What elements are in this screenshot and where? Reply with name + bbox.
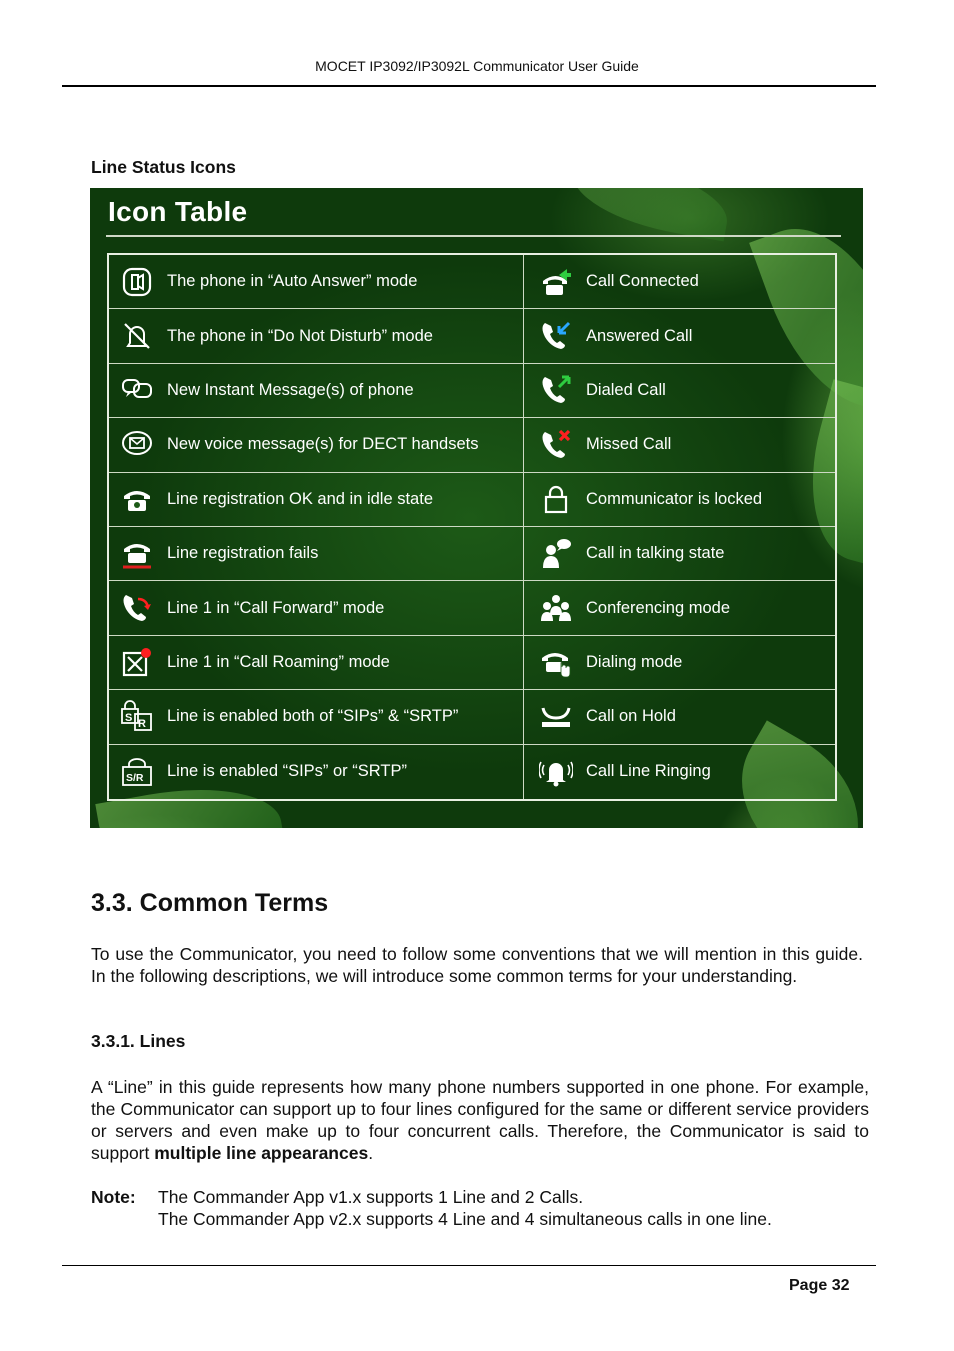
svg-text:R: R <box>138 717 146 730</box>
voice-message-icon <box>119 427 155 463</box>
lines-text-bold: multiple line appearances <box>154 1143 369 1163</box>
icon-table-cell <box>109 636 524 690</box>
icon-table-label: Conferencing mode <box>586 598 731 617</box>
registration-ok-icon <box>119 481 155 517</box>
icon-table-label: New voice message(s) for DECT handsets <box>167 435 479 454</box>
icon-table-cell <box>524 581 835 635</box>
ringing-icon <box>538 754 574 790</box>
icon-table-cell <box>109 581 524 635</box>
icon-table-cell <box>109 418 524 472</box>
icon-table-label: The phone in “Auto Answer” mode <box>167 272 418 291</box>
call-connected-icon <box>538 264 574 300</box>
dialing-icon <box>538 644 574 680</box>
icon-table-cell <box>524 745 835 799</box>
icon-table-cell <box>524 636 835 690</box>
icon-table-title-rule <box>106 235 841 237</box>
icon-table-grid <box>107 253 837 801</box>
icon-table-cell <box>524 364 835 418</box>
icon-table-cell <box>109 527 524 581</box>
sips-or-srtp-icon <box>119 754 155 790</box>
missed-call-icon <box>538 427 574 463</box>
icon-table-cell <box>109 690 524 744</box>
footer-rule <box>62 1265 876 1266</box>
lock-icon <box>538 481 574 517</box>
icon-table-cell <box>109 309 524 363</box>
icon-table-label: Line is enabled “SIPs” or “SRTP” <box>167 762 407 781</box>
lines-text: A “Line” in this guide represents how many phone numbers supported in one phone. For example, the Communicator can support up to four lines configured for the same or different service providers or servers and even make up to four concurrent calls. Therefore, the Communicator is said to support <box>91 1077 869 1163</box>
icon-table-label: Answered Call <box>586 326 693 345</box>
icon-table-cell <box>524 527 835 581</box>
icon-table-label: Call Connected <box>586 272 699 291</box>
icon-table-label: Dialed Call <box>586 380 666 399</box>
sips-and-srtp-icon <box>119 699 155 735</box>
icon-table-label: Communicator is locked <box>586 489 763 508</box>
icon-table-cell <box>524 473 835 527</box>
icon-table-title: Icon Table <box>108 196 248 227</box>
icon-table-cell <box>524 690 835 744</box>
icon-table-label: Dialing mode <box>586 652 683 671</box>
page-number: Page 32 <box>789 1277 850 1294</box>
icon-table-label: New Instant Message(s) of phone <box>167 380 414 399</box>
icon-table-label: Call Line Ringing <box>586 762 711 781</box>
do-not-disturb-icon <box>119 318 155 354</box>
icon-table-label: Line 1 in “Call Forward” mode <box>167 598 385 617</box>
icon-table-cell <box>524 255 835 309</box>
icon-table-label: Line is enabled both of “SIPs” & “SRTP” <box>167 707 459 726</box>
lines-text-end: . <box>368 1143 374 1163</box>
talking-icon <box>538 536 574 572</box>
subsection-heading-lines: 3.3.1. Lines <box>91 1031 186 1051</box>
icon-table-label: Line registration fails <box>167 544 319 563</box>
icon-table-cell <box>109 745 524 799</box>
svg-text:S: S <box>125 711 133 724</box>
registration-fail-icon <box>119 536 155 572</box>
header-rule <box>62 85 876 87</box>
instant-message-icon <box>119 372 155 408</box>
icon-table-cell <box>109 255 524 309</box>
icon-table-cell <box>524 309 835 363</box>
icon-table-cell <box>524 418 835 472</box>
icon-table-label: Missed Call <box>586 435 672 454</box>
answered-call-icon <box>538 318 574 354</box>
icon-table-cell <box>109 473 524 527</box>
icon-table-label: Line 1 in “Call Roaming” mode <box>167 652 390 671</box>
icon-table-image <box>90 188 863 828</box>
auto-answer-icon <box>119 264 155 300</box>
page-header: MOCET IP3092/IP3092L Communicator User Guide <box>315 58 639 74</box>
icon-table-label: Call in talking state <box>586 544 725 563</box>
call-roaming-icon <box>119 644 155 680</box>
lines-paragraph <box>91 1076 869 1164</box>
icon-table-cell <box>109 364 524 418</box>
icon-table-label: Line registration OK and in idle state <box>167 489 433 508</box>
note-line: The Commander App v1.x supports 1 Line and 2 Calls. <box>158 1187 584 1207</box>
conference-icon <box>538 590 574 626</box>
common-terms-intro: To use the Communicator, you need to follow some conventions that we will mention in this guide. In the following descriptions, we will introduce some common terms for your understanding. <box>91 944 863 986</box>
section-heading-common-terms: 3.3. Common Terms <box>91 889 329 917</box>
note-label: Note: <box>91 1187 136 1207</box>
dialed-call-icon <box>538 372 574 408</box>
svg-text:S/R: S/R <box>126 771 144 784</box>
hold-icon <box>538 699 574 735</box>
call-forward-icon <box>119 590 155 626</box>
note-line: The Commander App v2.x supports 4 Line and 4 simultaneous calls in one line. <box>158 1209 772 1229</box>
section-caption: Line Status Icons <box>91 157 236 177</box>
icon-table-label: The phone in “Do Not Disturb” mode <box>167 326 433 345</box>
icon-table-label: Call on Hold <box>586 707 676 726</box>
